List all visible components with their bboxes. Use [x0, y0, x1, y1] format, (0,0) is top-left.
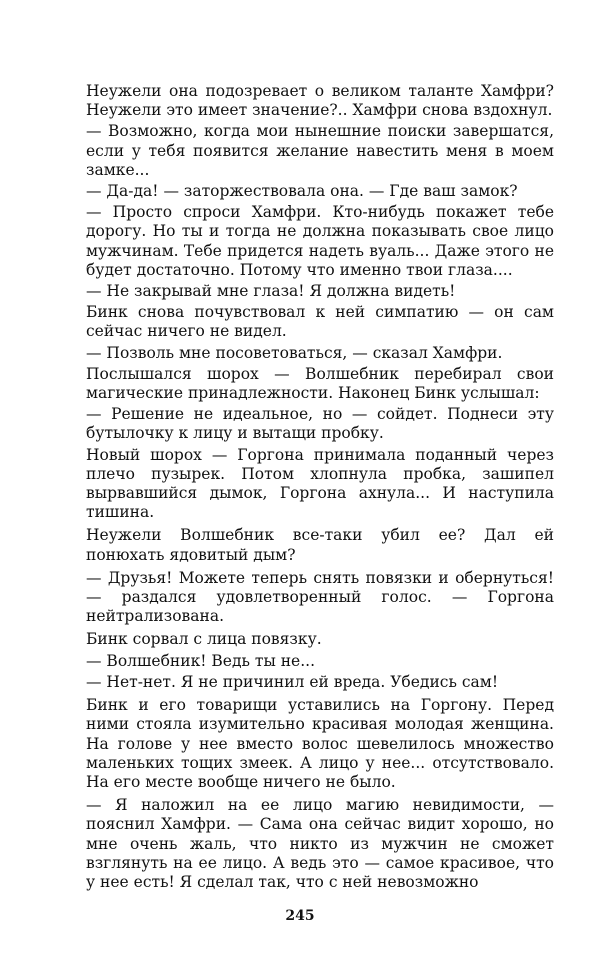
paragraph: Новый шорох — Горгона принимала поданный через плечо пузырек. Потом хлопнула пробка, зашипел вырвавшийся дымок, Горгона ахнула... И наступила тишина. — [86, 445, 554, 522]
paragraph: — Не закрывай мне глаза! Я должна видеть! — [86, 282, 456, 301]
paragraph: — Решение не идеальное, но — сойдет. Поднеси эту бутылочку к лицу и вытащи пробку. — [86, 405, 554, 443]
paragraph: Бинк сорвал с лица повязку. — [86, 630, 322, 649]
paragraph: — Волшебник! Ведь ты не... — [86, 651, 316, 670]
paragraph: — Да-да! — заторжествовала она. — Где ваш замок? — [86, 182, 518, 201]
paragraph: Бинк снова почувствовал к ней симпатию — он сам сейчас ничего не видел. — [86, 303, 554, 341]
page-number: 245 — [285, 908, 315, 924]
paragraph: Неужели Волшебник все-таки убил ее? Дал ей понюхать ядовитый дым? — [86, 526, 554, 564]
paragraph: Послышался шорох — Волшебник перебирал свои магические принадлежности. Наконец Бинк услышал: — [86, 364, 554, 403]
paragraph: — Позволь мне посоветоваться, — сказал Хамфри. — [86, 343, 503, 362]
paragraph: — Друзья! Можете теперь снять повязки и обернуться! — раздался удовлетворенный голос. — Горгона нейтрализована. — [86, 568, 554, 626]
paragraph: Бинк и его товарищи уставились на Горгону. Перед ними стояла изумительно красивая молодая женщина. На голове у нее вместо волос шевелилось множество маленьких тощих змеек. А лицо у нее... отсутствовало. На его месте вообще ничего не было. — [86, 696, 554, 791]
paragraph: — Я наложил на ее лицо магию невидимости, — пояснил Хамфри. — Сама она сейчас видит хорошо, но мне очень жаль, что никто из мужчин не сможет взглянуть на ее лицо. А ведь это — самое красивое, что у нее есть! Я сделал так, что с ней невозможно — [86, 796, 554, 891]
paragraph: — Нет-нет. Я не причинил ей вреда. Убедись сам! — [86, 672, 499, 691]
body-text — [86, 82, 554, 894]
paragraph: — Возможно, когда мои нынешние поиски завершатся, если у тебя появится желание навестить меня в моем замке... — [86, 122, 554, 179]
paragraph: Неужели она подозревает о великом таланте Хамфри? Неужели это имеет значение?.. Хамфри снова вздохнул. — [86, 82, 554, 120]
paragraph: — Просто спроси Хамфри. Кто-нибудь покажет тебе дорогу. Но ты и тогда не должна показывать свое лицо мужчинам. Тебе придется надеть вуаль... Даже этого не будет достаточно. Потому что именно твои глаза.... — [86, 203, 554, 279]
